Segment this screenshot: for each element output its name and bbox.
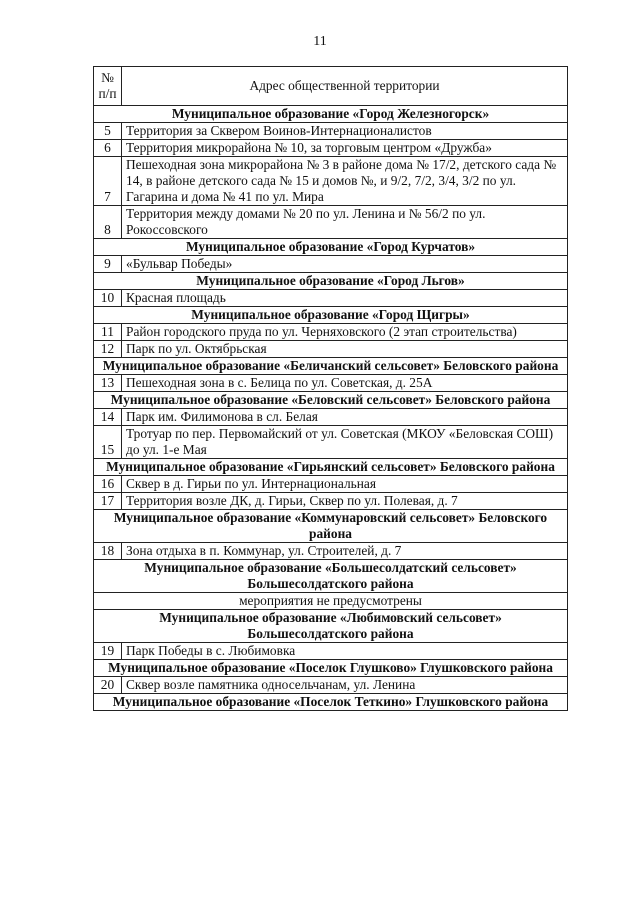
- section-heading-row: [94, 307, 568, 324]
- section-heading: Муниципальное образование «Беличанский сельсовет» Беловского района: [94, 358, 568, 375]
- table-row: [94, 409, 568, 426]
- row-number: 18: [94, 543, 122, 560]
- row-address: Парк Победы в с. Любимовка: [122, 643, 568, 660]
- row-number: 13: [94, 375, 122, 392]
- row-number: 10: [94, 290, 122, 307]
- row-address: Пешеходная зона микрорайона № 3 в районе дома № 17/2, детского сада № 14, в районе детского сада № 15 и домов №, и 9/2, 7/2, 3/4, 3/2 по ул. Гагарина и дома № 41 по ул. Мира: [122, 157, 568, 206]
- row-address: Территория возле ДК, д. Гирьи, Сквер по ул. Полевая, д. 7: [122, 493, 568, 510]
- row-address: Район городского пруда по ул. Черняховского (2 этап строительства): [122, 324, 568, 341]
- section-heading: Муниципальное образование «Поселок Глушково» Глушковского района: [94, 660, 568, 677]
- section-heading-row: [94, 610, 568, 643]
- row-number: 19: [94, 643, 122, 660]
- row-address: Парк по ул. Октябрьская: [122, 341, 568, 358]
- row-address: Красная площадь: [122, 290, 568, 307]
- section-heading: Муниципальное образование «Коммунаровский сельсовет» Беловского района: [94, 510, 568, 543]
- row-number: 11: [94, 324, 122, 341]
- section-heading: Муниципальное образование «Любимовский сельсовет» Большесолдатского района: [94, 610, 568, 643]
- section-heading-row: [94, 273, 568, 290]
- table-row: [94, 157, 568, 206]
- row-address: Сквер возле памятника односельчанам, ул. Ленина: [122, 677, 568, 694]
- row-address: Пешеходная зона в с. Белица по ул. Советская, д. 25А: [122, 375, 568, 392]
- section-heading: Муниципальное образование «Беловский сельсовет» Беловского района: [94, 392, 568, 409]
- row-number: 5: [94, 123, 122, 140]
- section-heading: Муниципальное образование «Большесолдатский сельсовет» Большесолдатского района: [94, 560, 568, 593]
- header-address: Адрес общественной территории: [122, 67, 568, 106]
- section-heading-row: [94, 660, 568, 677]
- row-address: Парк им. Филимонова в сл. Белая: [122, 409, 568, 426]
- table-row: [94, 426, 568, 459]
- table-body: [94, 106, 568, 711]
- row-number: 16: [94, 476, 122, 493]
- section-heading: Муниципальное образование «Город Курчатов»: [94, 239, 568, 256]
- section-heading-row: [94, 106, 568, 123]
- table-row: [94, 290, 568, 307]
- row-address: «Бульвар Победы»: [122, 256, 568, 273]
- table-row: [94, 341, 568, 358]
- row-address: Территория между домами № 20 по ул. Ленина и № 56/2 по ул. Рокоссовского: [122, 206, 568, 239]
- row-number: 9: [94, 256, 122, 273]
- section-heading-row: [94, 358, 568, 375]
- section-heading-row: [94, 239, 568, 256]
- table-row: [94, 543, 568, 560]
- row-address: Сквер в д. Гирьи по ул. Интернациональная: [122, 476, 568, 493]
- table-row: [94, 206, 568, 239]
- row-number: 12: [94, 341, 122, 358]
- header-number: № п/п: [94, 67, 122, 106]
- row-number: 6: [94, 140, 122, 157]
- section-heading-row: [94, 694, 568, 711]
- section-heading-row: [94, 392, 568, 409]
- table-row: [94, 476, 568, 493]
- row-number: 14: [94, 409, 122, 426]
- row-number: 20: [94, 677, 122, 694]
- table-row: [94, 256, 568, 273]
- table-row: [94, 324, 568, 341]
- note-row: [94, 593, 568, 610]
- section-heading: Муниципальное образование «Город Щигры»: [94, 307, 568, 324]
- section-heading-row: [94, 560, 568, 593]
- table-row: [94, 375, 568, 392]
- section-heading: Муниципальное образование «Поселок Теткино» Глушковского района: [94, 694, 568, 711]
- table-row: [94, 493, 568, 510]
- row-address: Зона отдыха в п. Коммунар, ул. Строителей, д. 7: [122, 543, 568, 560]
- table-row: [94, 123, 568, 140]
- section-heading: Муниципальное образование «Город Льгов»: [94, 273, 568, 290]
- row-number: 8: [94, 206, 122, 239]
- table-header-row: [94, 67, 568, 106]
- row-address: Территория за Сквером Воинов-Интернационалистов: [122, 123, 568, 140]
- row-number: 15: [94, 426, 122, 459]
- row-address: Территория микрорайона № 10, за торговым центром «Дружба»: [122, 140, 568, 157]
- row-address: Тротуар по пер. Первомайский от ул. Советская (МКОУ «Беловская СОШ) до ул. 1-е Мая: [122, 426, 568, 459]
- row-number: 17: [94, 493, 122, 510]
- table-row: [94, 140, 568, 157]
- row-number: 7: [94, 157, 122, 206]
- territory-table: [93, 66, 568, 711]
- section-heading: Муниципальное образование «Город Железногорск»: [94, 106, 568, 123]
- section-heading-row: [94, 459, 568, 476]
- section-heading: Муниципальное образование «Гирьянский сельсовет» Беловского района: [94, 459, 568, 476]
- section-heading-row: [94, 510, 568, 543]
- table-row: [94, 643, 568, 660]
- table-row: [94, 677, 568, 694]
- note-text: мероприятия не предусмотрены: [94, 593, 568, 610]
- page-number: 11: [313, 34, 327, 49]
